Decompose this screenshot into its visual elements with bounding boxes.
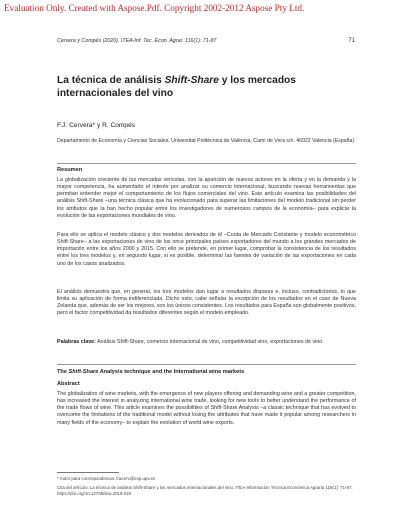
running-header — [57, 38, 355, 44]
evaluation-watermark: Evaluation Only. Created with Aspose.Pdf. Copyright 2002-2012 Aspose Pty Ltd. — [4, 3, 305, 13]
resumen-paragraph-3: El análisis demuestra que, en general, los tres modelos dan lugar a resultados dispares e, incluso, contradictorios, lo que limita su aplicación de forma indiferenciada. Dicho esto, cabe señalar la excepción de los resultados en el caso de Nueva Zelanda que, además de ser los mejores, son los únicos consistentes. Los resultados para España son globalmente positivos, pero el factor competitividad da resultados diferentes según el modelo empleado. — [57, 289, 356, 317]
keywords-label: Palabras clave: — [57, 339, 96, 345]
keywords — [57, 339, 356, 346]
footnote-correspondence: * Autor para correspondencia: fracerv@esp.upv.es — [57, 476, 156, 481]
section-divider — [57, 163, 356, 164]
english-title: The Shift-Share Analysis technique and the International wine markets — [57, 369, 245, 375]
resumen-heading: Resumen — [57, 167, 83, 173]
affiliation: Departamento de Economía y Ciencias Sociales, Universitat Politècnica de València, Camí de Vera s/n. 46022 Valencia (España) — [57, 138, 355, 144]
resumen-paragraph-1: La globalización creciente de los mercados vinícolas, con la aparición de nuevos actores en la oferta y en la demanda y la mayor competencia, ha aumentado el interés por analizar su comercio internacional, buscando nuevas herramientas que permitan entender mejor el comportamiento de los flujos comerciales del vino. Este artículo examina las posibilidades del análisis Shift-Share –una técnica clásica que ha evolucionado para superar las limitaciones del modelo tradicional sin perder los atributos que la han hecho popular entre los investigadores de numerosos campos de la economía– para explicar la evolución de las exportaciones mundiales de vino. — [57, 177, 356, 219]
section-divider — [57, 364, 356, 365]
article-title: La técnica de análisis Shift-Share y los mercados internacionales del vino — [57, 75, 296, 99]
footnote-citation: Cita del artículo: La técnica de análisis Shift-Share y los mercados internacionales del vino. ITEA-Información Técnica Económica Agraria 116(1): 71-87. https://doi.org/10.12706/itea.2019.019 — [57, 485, 353, 497]
authors: F.J. Cervera* y R. Compés — [57, 122, 136, 129]
page-number: 71 — [348, 38, 355, 44]
abstract-paragraph-1: The globalization of wine markets, with the emergence of new players offering and demanding wine and a greater competition, has increased the interest in analyzing international wine trade, looking for new tools to better understand the performance of the trade flows of wine. This article examines the possibilities of Shift-Share Analysis –a classic technique that has evolved to overcome the limitations of the traditional model without losing the attributes that have made it popular among researchers in many fields of the economy– to explain the evolution of world wine exports. — [57, 391, 356, 426]
footnote-rule — [57, 472, 119, 473]
keywords-list: Análisis Shift-Share, comercio internacional de vino, competitividad vino, exportaciones de vino. — [95, 339, 324, 345]
journal-citation: Cervera y Compés (2020). ITEA-Inf. Tec. Econ. Agrar. 116(1): 71-87 — [57, 38, 217, 44]
abstract-heading: Abstract — [57, 381, 80, 387]
resumen-paragraph-2: Para ello se aplica el modelo clásico y dos modelos derivados de él –Cuota de Mercado Constante y modelo econométrico Shift-Share– a las exportaciones de vino de los once principales países exportadores del mundo a los grandes mercados de importación entre los años 2000 y 2015. Con ello se pretende, en primer lugar, comprobar la consistencia de los resultados entre los tres modelos y, en segundo lugar, si es posible, determinar las fuentes de variación de las exportaciones en cada uno de los casos analizados. — [57, 232, 356, 267]
